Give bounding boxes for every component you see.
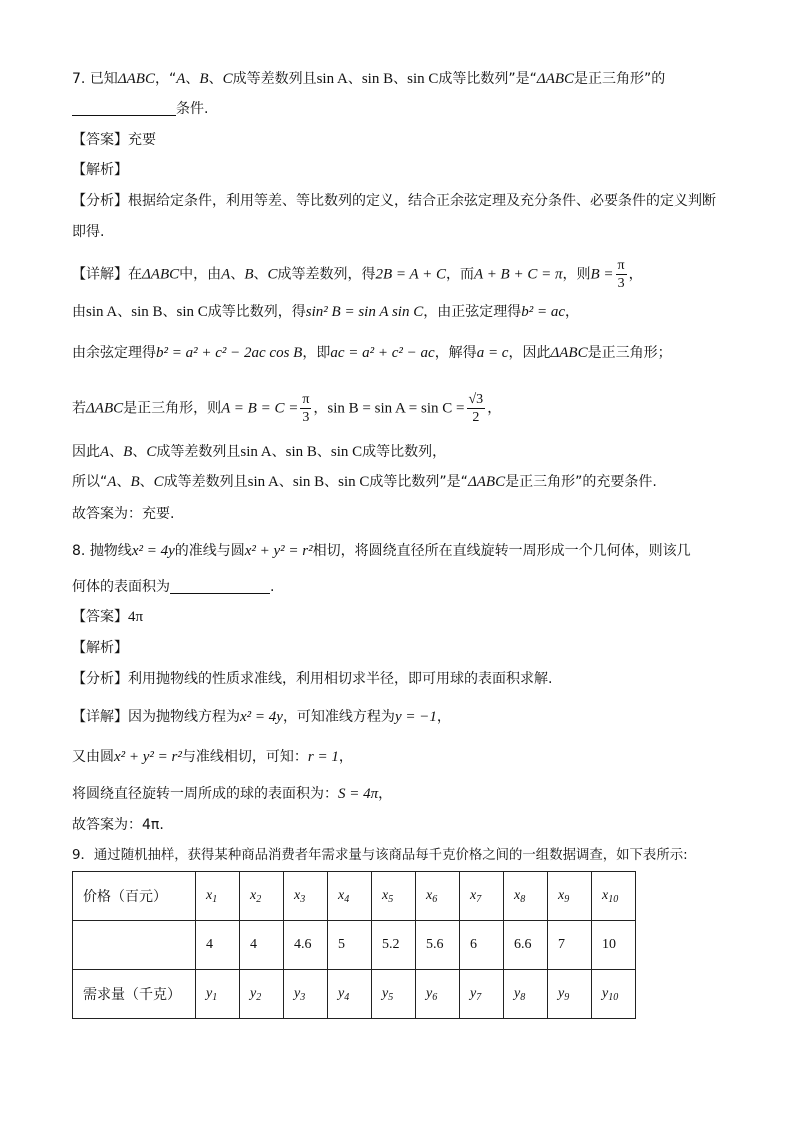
- subscript: 2: [256, 992, 262, 1003]
- table-cell: [372, 872, 416, 921]
- detail-line-3: [72, 342, 672, 364]
- variable: x: [558, 888, 565, 903]
- table-cell: 4: [196, 921, 240, 970]
- answer-value: 充要: [128, 132, 156, 148]
- table-cell: [592, 872, 636, 921]
- text: 将圆绕直径旋转一周所成的球的表面积为：: [72, 786, 338, 802]
- subscript: 7: [476, 992, 482, 1003]
- math: A: [221, 266, 231, 283]
- text: 条件.: [176, 101, 209, 117]
- variable: y: [382, 986, 389, 1001]
- math: C: [222, 71, 233, 87]
- fraction: [300, 391, 311, 426]
- math: sin B: [131, 304, 163, 320]
- text: 、: [324, 474, 339, 490]
- table-cell: [416, 872, 460, 921]
- text: 成等比数列，: [362, 444, 447, 460]
- math: sin B: [361, 71, 394, 87]
- subscript: 10: [608, 992, 619, 1003]
- text: 、: [162, 304, 177, 320]
- text: 成等差数列且: [163, 474, 248, 490]
- variable: x: [294, 888, 301, 903]
- math: A = B = C =: [221, 400, 299, 417]
- math: S = 4π: [338, 786, 379, 802]
- math: sin B: [285, 444, 317, 460]
- question-7-line-2: [72, 98, 208, 120]
- math: sin² B = sin A sin C: [305, 304, 424, 320]
- text: 由余弦定理得: [72, 345, 156, 361]
- math: B =: [590, 266, 614, 283]
- subscript: 8: [520, 992, 526, 1003]
- answer-value: 4π: [128, 609, 144, 625]
- denominator: 3: [617, 276, 625, 291]
- table-cell: 4.6: [284, 921, 328, 970]
- question-8-line-1: [72, 540, 691, 562]
- text: ，: [436, 709, 451, 725]
- table-cell: 5.2: [372, 921, 416, 970]
- fenxi-label: 【分析】: [72, 671, 128, 687]
- math: ΔABC: [142, 266, 180, 283]
- variable: x: [426, 888, 433, 903]
- math: sin C: [338, 474, 370, 490]
- text: 故答案为：4π.: [72, 817, 164, 833]
- row-header-empty: [73, 921, 196, 970]
- subscript: 8: [520, 894, 526, 905]
- math: C: [153, 474, 164, 490]
- subscript: 1: [212, 894, 218, 905]
- math: b² = ac: [521, 304, 565, 320]
- detail-line-5: [72, 441, 446, 463]
- variable: x: [338, 888, 345, 903]
- table-cell: [284, 872, 328, 921]
- table-cell: 6: [460, 921, 504, 970]
- subscript: 6: [432, 894, 438, 905]
- answer-label: 【答案】: [72, 609, 128, 625]
- text: 、: [116, 474, 131, 490]
- math: sin A: [240, 444, 272, 460]
- text: 相切，将圆绕直径所在直线旋转一周形成一个几何体，则该几: [312, 543, 691, 559]
- math: sin A: [316, 71, 348, 87]
- text: 在: [128, 266, 142, 283]
- math: y = −1: [394, 709, 437, 725]
- analysis-label-text: 【解析】: [72, 640, 128, 656]
- table-cell: [548, 872, 592, 921]
- math: x² = 4y: [131, 543, 175, 559]
- q7-final-answer: [72, 503, 174, 525]
- math: ΔABC: [550, 345, 588, 361]
- table-cell: [504, 872, 548, 921]
- fenxi-line-2: [72, 221, 104, 243]
- math: A: [176, 71, 186, 87]
- variable: y: [602, 986, 609, 1001]
- table-row: [73, 872, 636, 921]
- detail-line-2: [72, 746, 353, 768]
- math: B: [130, 474, 140, 490]
- text: ，可知准线方程为: [282, 709, 395, 725]
- text: ，: [487, 400, 502, 417]
- subscript: 4: [344, 894, 350, 905]
- math: ΔABC: [536, 71, 575, 87]
- table-cell: [504, 970, 548, 1019]
- variable: y: [426, 986, 433, 1001]
- text: 、: [132, 444, 147, 460]
- subscript: 3: [300, 894, 306, 905]
- variable: y: [250, 986, 257, 1001]
- text: 根据给定条件，利用等差、等比数列的定义，结合正余弦定理及充分条件、必要条件的定义判断: [128, 193, 716, 209]
- text: 成等比数列，得: [207, 304, 306, 320]
- text: 、: [117, 304, 132, 320]
- text: 、: [393, 71, 408, 87]
- detail-line-3: [72, 783, 392, 805]
- table-cell: [284, 970, 328, 1019]
- math: ac = a² + c² − ac: [330, 345, 435, 361]
- table-cell: [240, 872, 284, 921]
- text: 、: [208, 71, 223, 87]
- text: ，因此: [508, 345, 551, 361]
- variable: y: [338, 986, 345, 1001]
- text: ，: [313, 400, 328, 417]
- question-9-line-1: [72, 845, 688, 867]
- fenxi-line: [72, 668, 552, 690]
- fenxi-label: 【分析】: [72, 193, 128, 209]
- text: ，由正弦定理得: [423, 304, 522, 320]
- math: A: [100, 444, 110, 460]
- text: 若: [72, 400, 86, 417]
- text: 是正三角形；: [587, 345, 672, 361]
- variable: y: [514, 986, 521, 1001]
- subscript: 5: [388, 992, 394, 1003]
- text: 是正三角形”的充要条件.: [505, 474, 657, 490]
- text: 与准线相切，可知：: [181, 749, 308, 765]
- math: B: [123, 444, 133, 460]
- text: ，而: [446, 266, 475, 283]
- question-8-line-2: [72, 576, 274, 598]
- text: 何体的表面积为: [72, 579, 170, 595]
- text: .: [270, 579, 275, 595]
- variable: x: [382, 888, 389, 903]
- table-cell: [240, 970, 284, 1019]
- variable: y: [558, 986, 565, 1001]
- text: 、: [253, 266, 268, 283]
- text: ，解得: [434, 345, 477, 361]
- table-cell: 5.6: [416, 921, 460, 970]
- math: sin C: [330, 444, 363, 460]
- row-header: 需求量（千克）: [73, 970, 196, 1019]
- text: ，: [628, 266, 643, 283]
- answer-blank: [72, 101, 176, 116]
- text: 、: [316, 444, 331, 460]
- math: B: [244, 266, 254, 283]
- table-cell: 6.6: [504, 921, 548, 970]
- detail-line-1: [72, 257, 643, 292]
- table-cell: [372, 970, 416, 1019]
- variable: y: [470, 986, 477, 1001]
- text: 故答案为：充要.: [72, 506, 175, 522]
- analysis-label: [72, 637, 128, 659]
- subscript: 10: [608, 894, 619, 905]
- text: 是正三角形，则: [123, 400, 222, 417]
- table-cell: [328, 970, 372, 1019]
- text: 、: [278, 474, 293, 490]
- math: x² = 4y: [240, 709, 283, 725]
- math: r = 1: [307, 749, 339, 765]
- variable: x: [470, 888, 477, 903]
- text: ，“: [154, 71, 177, 87]
- table-cell: 4: [240, 921, 284, 970]
- question-number: 8.: [72, 543, 86, 559]
- math: sin B: [292, 474, 325, 490]
- text: 的准线与圆: [174, 543, 245, 559]
- variable: x: [206, 888, 213, 903]
- text: 因此: [72, 444, 100, 460]
- text: 因为抛物线方程为: [128, 709, 240, 725]
- math: sin A: [247, 474, 279, 490]
- detail-line-6: [72, 471, 657, 493]
- text: 成等差数列且: [232, 71, 317, 87]
- math: b² = a² + c² − 2ac cos B: [156, 345, 303, 361]
- text: ，即: [302, 345, 331, 361]
- math: ΔABC: [467, 474, 506, 490]
- subscript: 1: [212, 992, 218, 1003]
- text: 所以“: [72, 474, 108, 490]
- detail-line-1: [72, 706, 451, 728]
- answer-blank: [170, 579, 270, 594]
- text: 已知: [89, 71, 118, 87]
- table-cell: [460, 970, 504, 1019]
- analysis-label-text: 【解析】: [72, 162, 128, 178]
- fraction: [467, 391, 486, 426]
- q8-final-answer: [72, 814, 164, 836]
- text: 、: [347, 71, 362, 87]
- table-cell: [328, 872, 372, 921]
- text: 又由圆: [72, 749, 114, 765]
- text: ，: [565, 304, 579, 320]
- answer-line: [72, 606, 143, 628]
- text: 成等差数列，得: [277, 266, 376, 283]
- math: B: [199, 71, 209, 87]
- question-7-line-1: [72, 68, 665, 90]
- answer-label: 【答案】: [72, 132, 128, 148]
- text: 中，由: [179, 266, 222, 283]
- math: a = c: [476, 345, 509, 361]
- table-cell: [416, 970, 460, 1019]
- table-cell: [592, 970, 636, 1019]
- text: 成等比数列”是“: [438, 71, 537, 87]
- table-row: [73, 970, 636, 1019]
- text: 由: [72, 304, 86, 320]
- row-header: 价格（百元）: [73, 872, 196, 921]
- math: 2B = A + C: [375, 266, 447, 283]
- detail-label: 【详解】: [72, 266, 128, 283]
- fraction: [616, 257, 627, 292]
- table-row: [73, 921, 636, 970]
- text: ，: [338, 749, 353, 765]
- text: 利用抛物线的性质求准线，利用相切求半径，即可用球的表面积求解.: [128, 671, 553, 687]
- text: ，: [378, 786, 393, 802]
- text: 、: [185, 71, 200, 87]
- subscript: 4: [344, 992, 350, 1003]
- table-cell: 10: [592, 921, 636, 970]
- subscript: 5: [388, 894, 394, 905]
- table-cell: [548, 970, 592, 1019]
- text: 抛物线: [89, 543, 132, 559]
- data-table: [72, 871, 636, 1019]
- numerator: √3: [468, 392, 484, 407]
- numerator: π: [617, 258, 625, 273]
- variable: y: [206, 986, 213, 1001]
- math: sin A: [86, 304, 118, 320]
- text: 9．通过随机抽样，获得某种商品消费者年需求量与该商品每千克价格之间的一组数据调查，如下表所示:: [72, 848, 688, 863]
- text: 即得.: [72, 224, 105, 240]
- numerator: π: [302, 392, 310, 407]
- text: 、: [109, 444, 124, 460]
- math: x² + y² = r²: [244, 543, 313, 559]
- text: ，则: [562, 266, 591, 283]
- text: 是正三角形”的: [574, 71, 666, 87]
- subscript: 2: [256, 894, 262, 905]
- subscript: 9: [564, 992, 570, 1003]
- answer-line: [72, 129, 156, 151]
- text: 、: [139, 474, 154, 490]
- text: 、: [230, 266, 245, 283]
- fenxi-line-1: [72, 190, 716, 212]
- analysis-label: [72, 159, 128, 181]
- math: C: [267, 266, 278, 283]
- detail-line-4: [72, 391, 501, 426]
- table-cell: 5: [328, 921, 372, 970]
- math: sin C: [176, 304, 208, 320]
- math: sin C: [407, 71, 439, 87]
- variable: x: [602, 888, 609, 903]
- subscript: 7: [476, 894, 482, 905]
- math: ΔABC: [86, 400, 124, 417]
- text: 成等差数列且: [156, 444, 241, 460]
- math: C: [146, 444, 157, 460]
- math: A: [107, 474, 117, 490]
- variable: y: [294, 986, 301, 1001]
- variable: x: [514, 888, 521, 903]
- math: x² + y² = r²: [114, 749, 182, 765]
- math: A + B + C = π: [474, 266, 563, 283]
- table-cell: 7: [548, 921, 592, 970]
- text: 、: [271, 444, 286, 460]
- denominator: 3: [302, 410, 310, 425]
- text: 成等比数列”是“: [369, 474, 468, 490]
- variable: x: [250, 888, 257, 903]
- subscript: 9: [564, 894, 570, 905]
- detail-label: 【详解】: [72, 709, 128, 725]
- table-cell: [196, 872, 240, 921]
- math: sin B = sin A = sin C =: [327, 400, 465, 417]
- table-cell: [460, 872, 504, 921]
- subscript: 3: [300, 992, 306, 1003]
- denominator: 2: [472, 410, 480, 425]
- detail-line-2: [72, 301, 579, 323]
- table-cell: [196, 970, 240, 1019]
- math: ΔABC: [117, 71, 155, 87]
- subscript: 6: [432, 992, 438, 1003]
- question-number: 7.: [72, 71, 86, 87]
